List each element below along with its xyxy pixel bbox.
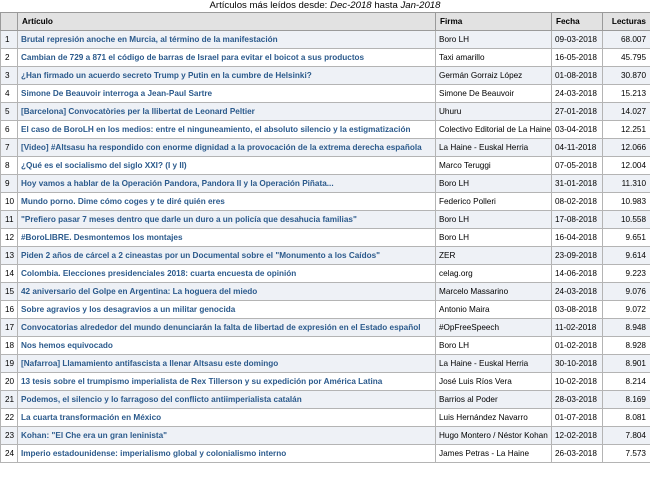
article-author-cell <box>436 319 552 337</box>
article-reads: 8.214 <box>625 377 646 386</box>
row-number: 10 <box>5 197 15 206</box>
article-date: 01-08-2018 <box>555 71 597 80</box>
article-link[interactable]: Cambian de 729 a 871 el código de barras de Israel para evitar el boicot a sus productos <box>21 53 365 62</box>
article-reads-cell <box>603 247 650 265</box>
article-author: La Haine - Euskal Herria <box>439 143 529 152</box>
article-author-cell <box>436 31 552 49</box>
article-link[interactable]: [Nafarroa] Llamamiento antifascista a llenar Altsasu este domingo <box>21 359 279 368</box>
article-link-cell <box>18 67 436 85</box>
article-author-cell <box>436 301 552 319</box>
article-reads: 68.007 <box>620 35 646 44</box>
row-number-cell <box>1 337 18 355</box>
article-reads: 7.804 <box>625 431 646 440</box>
table-row <box>1 157 650 175</box>
article-reads-cell <box>603 139 650 157</box>
article-link[interactable]: Kohan: "El Che era un gran leninista" <box>21 431 168 440</box>
article-reads-cell <box>603 229 650 247</box>
article-link-cell <box>18 373 436 391</box>
article-reads: 10.983 <box>620 197 646 206</box>
article-reads-cell <box>603 319 650 337</box>
article-date: 14-06-2018 <box>555 269 597 278</box>
header-date: Fecha <box>552 13 603 31</box>
row-number: 4 <box>5 89 10 98</box>
article-author-cell <box>436 157 552 175</box>
row-number: 2 <box>5 53 10 62</box>
article-link-cell <box>18 193 436 211</box>
article-reads: 15.213 <box>620 89 646 98</box>
article-author-cell <box>436 265 552 283</box>
article-reads-cell <box>603 211 650 229</box>
article-date-cell <box>552 139 603 157</box>
article-reads-cell <box>603 49 650 67</box>
article-author: Boro LH <box>439 341 470 350</box>
row-number: 8 <box>5 161 10 170</box>
article-author: Antonio Maira <box>439 305 490 314</box>
article-reads-cell <box>603 355 650 373</box>
article-date-cell <box>552 67 603 85</box>
article-author: Hugo Montero / Néstor Kohan <box>439 431 548 440</box>
article-date: 12-02-2018 <box>555 431 597 440</box>
article-date: 01-02-2018 <box>555 341 597 350</box>
article-reads: 9.651 <box>625 233 646 242</box>
article-reads: 14.027 <box>620 107 646 116</box>
row-number: 23 <box>5 431 15 440</box>
row-number-cell <box>1 445 18 463</box>
article-author-cell <box>436 85 552 103</box>
table-row <box>1 337 650 355</box>
article-author-cell <box>436 211 552 229</box>
table-row <box>1 121 650 139</box>
article-reads-cell <box>603 85 650 103</box>
article-link[interactable]: Convocatorias alrededor del mundo denunciarán la falta de libertad de expresión en el Estado español <box>21 323 421 332</box>
article-link[interactable]: #BoroLIBRE. Desmontemos los montajes <box>21 233 183 242</box>
article-link[interactable]: 13 tesis sobre el trumpismo imperialista de Rex Tillerson y su expedición por América Latina <box>21 377 383 386</box>
article-link-cell <box>18 427 436 445</box>
article-author: #OpFreeSpeech <box>439 323 500 332</box>
article-date: 09-03-2018 <box>555 35 597 44</box>
article-date: 17-08-2018 <box>555 215 597 224</box>
article-author: Marcelo Massarino <box>439 287 509 296</box>
row-number-cell <box>1 283 18 301</box>
article-date: 08-02-2018 <box>555 197 597 206</box>
row-number-cell <box>1 31 18 49</box>
article-link-cell <box>18 121 436 139</box>
article-reads-cell <box>603 157 650 175</box>
article-link[interactable]: La cuarta transformación en México <box>21 413 162 422</box>
article-reads: 9.076 <box>625 287 646 296</box>
article-reads-cell <box>603 373 650 391</box>
row-number-cell <box>1 427 18 445</box>
article-date: 01-07-2018 <box>555 413 597 422</box>
row-number: 18 <box>5 341 15 350</box>
article-date-cell <box>552 391 603 409</box>
article-author: Colectivo Editorial de La Haine <box>439 125 551 134</box>
article-date-cell <box>552 355 603 373</box>
table-row <box>1 49 650 67</box>
article-date-cell <box>552 283 603 301</box>
row-number: 11 <box>5 215 14 224</box>
table-row <box>1 229 650 247</box>
row-number: 12 <box>5 233 15 242</box>
row-number: 19 <box>5 359 15 368</box>
article-link[interactable]: Colombia. Elecciones presidenciales 2018: cuarta encuesta de opinión <box>21 269 297 278</box>
row-number-cell <box>1 49 18 67</box>
row-number: 21 <box>5 395 15 404</box>
article-date-cell <box>552 247 603 265</box>
table-row <box>1 103 650 121</box>
article-author-cell <box>436 121 552 139</box>
article-date-cell <box>552 319 603 337</box>
article-reads-cell <box>603 31 650 49</box>
article-link-cell <box>18 31 436 49</box>
article-reads-cell <box>603 67 650 85</box>
article-author: Barrios al Poder <box>439 395 498 404</box>
article-author-cell <box>436 337 552 355</box>
article-reads-cell <box>603 193 650 211</box>
row-number-cell <box>1 247 18 265</box>
article-author-cell <box>436 283 552 301</box>
article-author: José Luis Ríos Vera <box>439 377 512 386</box>
caption-from: Dec-2018 <box>330 0 372 11</box>
row-number-cell <box>1 193 18 211</box>
row-number: 1 <box>5 35 10 44</box>
article-date: 23-09-2018 <box>555 251 597 260</box>
header-article: Artículo <box>18 13 436 31</box>
row-number-cell <box>1 229 18 247</box>
article-link-cell <box>18 175 436 193</box>
most-read-table <box>0 12 650 463</box>
table-row <box>1 301 650 319</box>
article-author-cell <box>436 409 552 427</box>
article-link[interactable]: Simone De Beauvoir interroga a Jean-Paul Sartre <box>21 89 213 98</box>
table-row <box>1 31 650 49</box>
article-author: ZER <box>439 251 456 260</box>
article-date: 07-05-2018 <box>555 161 597 170</box>
article-reads-cell <box>603 409 650 427</box>
row-number-cell <box>1 211 18 229</box>
article-author: Uhuru <box>439 107 462 116</box>
article-link-cell <box>18 211 436 229</box>
article-author-cell <box>436 193 552 211</box>
article-link-cell <box>18 49 436 67</box>
header-reads: Lecturas <box>603 13 650 31</box>
caption-middle: hasta <box>374 0 398 11</box>
table-row <box>1 193 650 211</box>
article-link-cell <box>18 103 436 121</box>
table-row <box>1 355 650 373</box>
article-date-cell <box>552 409 603 427</box>
article-author-cell <box>436 103 552 121</box>
article-link[interactable]: Podemos, el silencio y lo farragoso del conflicto antiimperialista catalán <box>21 395 302 404</box>
article-date-cell <box>552 49 603 67</box>
table-row <box>1 409 650 427</box>
article-reads-cell <box>603 265 650 283</box>
row-number-cell <box>1 409 18 427</box>
article-reads-cell <box>603 445 650 463</box>
article-link[interactable]: 42 aniversario del Golpe en Argentina: La hoguera del miedo <box>21 287 258 296</box>
article-author-cell <box>436 373 552 391</box>
article-link[interactable]: Sobre agravios y los desagravios a un militar genocida <box>21 305 236 314</box>
article-link-cell <box>18 229 436 247</box>
article-author: Federico Polleri <box>439 197 496 206</box>
row-number-cell <box>1 355 18 373</box>
article-link[interactable]: Imperio estadounidense: imperialismo global y colonialismo interno <box>21 449 287 458</box>
article-author: Simone De Beauvoir <box>439 89 515 98</box>
row-number: 7 <box>5 143 10 152</box>
row-number: 6 <box>5 125 10 134</box>
article-date: 16-05-2018 <box>555 53 597 62</box>
caption-prefix: Artículos más leídos desde: <box>209 0 328 11</box>
article-date-cell <box>552 103 603 121</box>
article-link-cell <box>18 337 436 355</box>
article-link[interactable]: Hoy vamos a hablar de la Operación Pandora, Pandora II y la Operación Piñata... <box>21 179 334 188</box>
table-row <box>1 175 650 193</box>
article-reads-cell <box>603 175 650 193</box>
article-author-cell <box>436 355 552 373</box>
article-date-cell <box>552 193 603 211</box>
table-row <box>1 445 650 463</box>
article-date: 24-03-2018 <box>555 287 597 296</box>
article-date: 04-11-2018 <box>555 143 597 152</box>
row-number-cell <box>1 319 18 337</box>
row-number: 14 <box>5 269 15 278</box>
article-link[interactable]: [Video] #Altsasu ha respondido con enorme dignidad a la provocación de la extrema derecha española <box>21 143 422 152</box>
article-author: Germán Gorraiz López <box>439 71 523 80</box>
article-date-cell <box>552 175 603 193</box>
article-link-cell <box>18 301 436 319</box>
row-number-cell <box>1 67 18 85</box>
row-number: 9 <box>5 179 10 188</box>
article-reads-cell <box>603 283 650 301</box>
article-author-cell <box>436 247 552 265</box>
article-reads: 45.795 <box>620 53 646 62</box>
article-author-cell <box>436 139 552 157</box>
article-date-cell <box>552 229 603 247</box>
article-reads-cell <box>603 301 650 319</box>
header-author: Firma <box>436 13 552 31</box>
caption-to: Jan-2018 <box>400 0 441 11</box>
article-link-cell <box>18 355 436 373</box>
article-link-cell <box>18 265 436 283</box>
article-link[interactable]: El caso de BoroLH en los medios: entre el ninguneamiento, el absoluto silencio y la estigmatización <box>21 125 411 134</box>
article-date: 30-10-2018 <box>555 359 597 368</box>
article-link[interactable]: [Barcelona] Convocatòries per la llibertat de Leonard Peltier <box>21 107 255 116</box>
row-number-cell <box>1 139 18 157</box>
article-author: Boro LH <box>439 215 470 224</box>
article-link[interactable]: Brutal represión anoche en Murcia, al término de la manifestación <box>21 35 278 44</box>
article-link-cell <box>18 319 436 337</box>
article-link[interactable]: ¿Qué es el socialismo del siglo XXI? (I y II) <box>21 161 187 170</box>
article-author: Boro LH <box>439 35 470 44</box>
article-reads: 11.310 <box>621 179 646 188</box>
table-header-row <box>1 13 650 31</box>
article-reads: 12.066 <box>620 143 646 152</box>
row-number: 13 <box>5 251 15 260</box>
article-author-cell <box>436 49 552 67</box>
article-link-cell <box>18 409 436 427</box>
article-author-cell <box>436 67 552 85</box>
article-date-cell <box>552 31 603 49</box>
row-number: 16 <box>5 305 15 314</box>
table-row <box>1 265 650 283</box>
article-reads: 7.573 <box>625 449 646 458</box>
table-row <box>1 85 650 103</box>
article-reads-cell <box>603 103 650 121</box>
table-row <box>1 283 650 301</box>
article-author: Boro LH <box>439 233 470 242</box>
article-link-cell <box>18 157 436 175</box>
article-date-cell <box>552 211 603 229</box>
table-row <box>1 139 650 157</box>
article-reads: 8.169 <box>625 395 646 404</box>
table-row <box>1 211 650 229</box>
article-date-cell <box>552 85 603 103</box>
article-author-cell <box>436 427 552 445</box>
article-date-cell <box>552 373 603 391</box>
row-number-cell <box>1 157 18 175</box>
row-number: 24 <box>5 449 15 458</box>
article-link[interactable]: "Prefiero pasar 7 meses dentro que darle un duro a un policía que desahucia familias" <box>21 215 357 224</box>
article-reads-cell <box>603 391 650 409</box>
row-number: 15 <box>5 287 15 296</box>
article-reads: 8.901 <box>625 359 646 368</box>
table-row <box>1 67 650 85</box>
article-date-cell <box>552 337 603 355</box>
article-author: celag.org <box>439 269 473 278</box>
article-date: 03-08-2018 <box>555 305 597 314</box>
article-link-cell <box>18 85 436 103</box>
row-number-cell <box>1 391 18 409</box>
article-author: La Haine - Euskal Herria <box>439 359 529 368</box>
article-reads: 9.223 <box>625 269 646 278</box>
article-link-cell <box>18 391 436 409</box>
article-reads: 12.251 <box>620 125 646 134</box>
article-link[interactable]: Nos hemos equivocado <box>21 341 113 350</box>
article-reads-cell <box>603 121 650 139</box>
article-author-cell <box>436 175 552 193</box>
row-number: 17 <box>5 323 15 332</box>
row-number-cell <box>1 103 18 121</box>
article-date-cell <box>552 301 603 319</box>
article-link-cell <box>18 445 436 463</box>
article-author: Luis Hernández Navarro <box>439 413 528 422</box>
article-date-cell <box>552 427 603 445</box>
article-reads: 8.948 <box>625 323 646 332</box>
article-link-cell <box>18 139 436 157</box>
table-caption <box>0 0 650 12</box>
article-date: 10-02-2018 <box>555 377 597 386</box>
article-author: Taxi amarillo <box>439 53 485 62</box>
header-num <box>1 13 18 31</box>
article-date-cell <box>552 445 603 463</box>
table-row <box>1 247 650 265</box>
article-date: 03-04-2018 <box>555 125 597 134</box>
article-date-cell <box>552 265 603 283</box>
article-date: 31-01-2018 <box>555 179 597 188</box>
article-reads-cell <box>603 337 650 355</box>
row-number: 3 <box>5 71 10 80</box>
article-date: 11-02-2018 <box>555 323 597 332</box>
row-number: 20 <box>5 377 15 386</box>
row-number-cell <box>1 301 18 319</box>
row-number-cell <box>1 85 18 103</box>
article-reads: 8.081 <box>625 413 646 422</box>
table-row <box>1 373 650 391</box>
table-row <box>1 427 650 445</box>
article-date-cell <box>552 157 603 175</box>
row-number: 5 <box>5 107 10 116</box>
row-number-cell <box>1 265 18 283</box>
article-link-cell <box>18 247 436 265</box>
article-reads: 9.072 <box>625 305 646 314</box>
table-row <box>1 391 650 409</box>
article-reads: 8.928 <box>625 341 646 350</box>
article-link[interactable]: ¿Han firmado un acuerdo secreto Trump y Putin en la cumbre de Helsinki? <box>21 71 312 80</box>
article-date-cell <box>552 121 603 139</box>
article-link-cell <box>18 283 436 301</box>
article-date: 16-04-2018 <box>555 233 597 242</box>
article-link[interactable]: Piden 2 años de cárcel a 2 cineastas por un Documental sobre el "Monumento a los Caídos" <box>21 251 381 260</box>
article-author-cell <box>436 229 552 247</box>
article-date: 27-01-2018 <box>555 107 597 116</box>
row-number: 22 <box>5 413 15 422</box>
article-author: James Petras - La Haine <box>439 449 530 458</box>
article-author: Marco Teruggi <box>439 161 491 170</box>
article-author-cell <box>436 391 552 409</box>
article-reads: 10.558 <box>620 215 646 224</box>
article-date: 24-03-2018 <box>555 89 597 98</box>
article-reads: 30.870 <box>620 71 646 80</box>
row-number-cell <box>1 175 18 193</box>
article-author: Boro LH <box>439 179 470 188</box>
article-date: 26-03-2018 <box>555 449 597 458</box>
article-reads: 9.614 <box>625 251 646 260</box>
table-row <box>1 319 650 337</box>
row-number-cell <box>1 121 18 139</box>
row-number-cell <box>1 373 18 391</box>
article-date: 28-03-2018 <box>555 395 597 404</box>
article-reads-cell <box>603 427 650 445</box>
article-link[interactable]: Mundo porno. Dime cómo coges y te diré quién eres <box>21 197 225 206</box>
article-author-cell <box>436 445 552 463</box>
article-reads: 12.004 <box>620 161 646 170</box>
